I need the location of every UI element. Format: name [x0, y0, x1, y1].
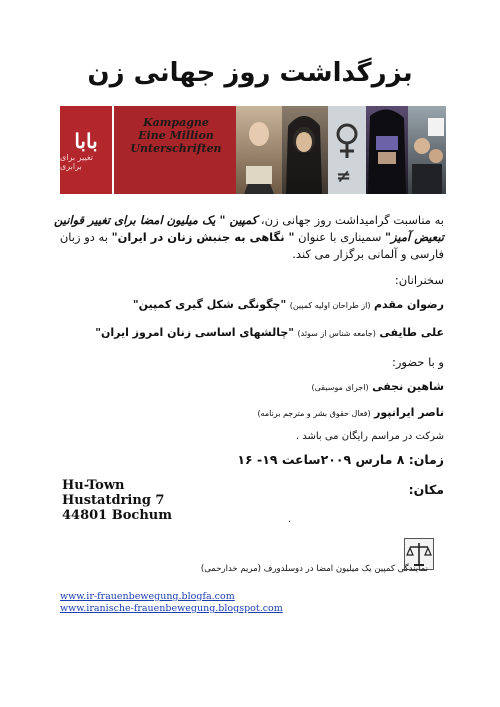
intro-part-2: سمیناری با عنوان [294, 230, 386, 244]
address-line-2: Hustatdring 7 [62, 493, 165, 508]
blog-link-1[interactable]: www.ir-frauenbewegung.blogfa.com [60, 591, 235, 602]
guest-2-role: (فعال حقوق بشر و مترجم برنامه) [257, 409, 371, 418]
campaign-line-2: Eine Million [138, 129, 214, 142]
logo-text: بابا [74, 129, 98, 153]
photo-3 [366, 106, 408, 194]
address-line-1: Hu-Town [62, 478, 125, 493]
speaker-2 [54, 326, 444, 339]
blog-link-2[interactable]: www.iranische-frauenbewegung.blogspot.com [60, 603, 283, 614]
campaign-representative: نمایندگی کمپین یک میلیون امضا در دوسلدورف (مریم خدارحمی) [200, 564, 428, 574]
photo-4 [408, 106, 446, 194]
intro-part-3: به دو زبان فارسی و آلمانی برگزار می کند. [59, 230, 444, 261]
speaker-2-talk: "چالشهای اساسی زنان امروز ایران" [95, 326, 294, 339]
photo-2 [282, 106, 328, 194]
guest-2 [54, 406, 444, 419]
gender-symbols-photo [328, 106, 366, 194]
speaker-1-talk: "چگونگی شکل گیری کمپین" [132, 298, 287, 311]
intro-part-1: به مناسبت گرامیداشت روز جهانی زن، [257, 213, 444, 227]
presence-heading: و با حضور: [391, 355, 444, 369]
speakers-heading: سخنرانان: [394, 273, 444, 287]
svg-text:≠: ≠ [336, 166, 352, 187]
campaign-logo [60, 106, 114, 194]
campaign-line-1: Kampagne [143, 116, 209, 129]
photo-1 [236, 106, 282, 194]
place-label: مکان: [408, 482, 444, 497]
guest-1-name: شاهین نجفی [372, 380, 444, 393]
logo-subtext: تغییر برای برابری [60, 153, 93, 171]
stray-dot: . [288, 514, 292, 525]
campaign-name [116, 116, 236, 155]
address-line-3: 44801 Bochum [62, 508, 172, 523]
guest-1 [54, 380, 444, 393]
intro-paragraph [54, 212, 444, 263]
free-entry-note: شرکت در مراسم رایگان می باشد . [295, 431, 444, 442]
page-title: بزرگداشت روز جهانی زن [87, 58, 413, 88]
seminar-topic: " نگاهی به جنبش زنان در ایران" [111, 230, 295, 244]
event-address [62, 478, 172, 523]
speaker-1-name: رضوان مقدم [374, 298, 444, 311]
campaign-banner [60, 106, 446, 194]
speaker-1 [54, 298, 444, 311]
speaker-2-role: (جامعه شناس از سوئد) [297, 329, 376, 338]
campaign-line-3: Unterschriften [130, 142, 222, 155]
guest-1-role: (اجرای موسیقی) [311, 383, 369, 392]
guest-2-name: ناصر ایرانپور [374, 406, 444, 419]
event-time: زمان: ۸ مارس ۲۰۰۹ساعت ۱۹- ۱۶ [237, 452, 444, 467]
campaign-title: کمپین " یک میلیون امضا برای تغییر قوانین تبعیض آمیز" [53, 213, 444, 244]
speaker-2-name: علی طایفی [379, 326, 444, 339]
speaker-1-role: (از طراحان اولیه کمپین) [289, 301, 371, 310]
